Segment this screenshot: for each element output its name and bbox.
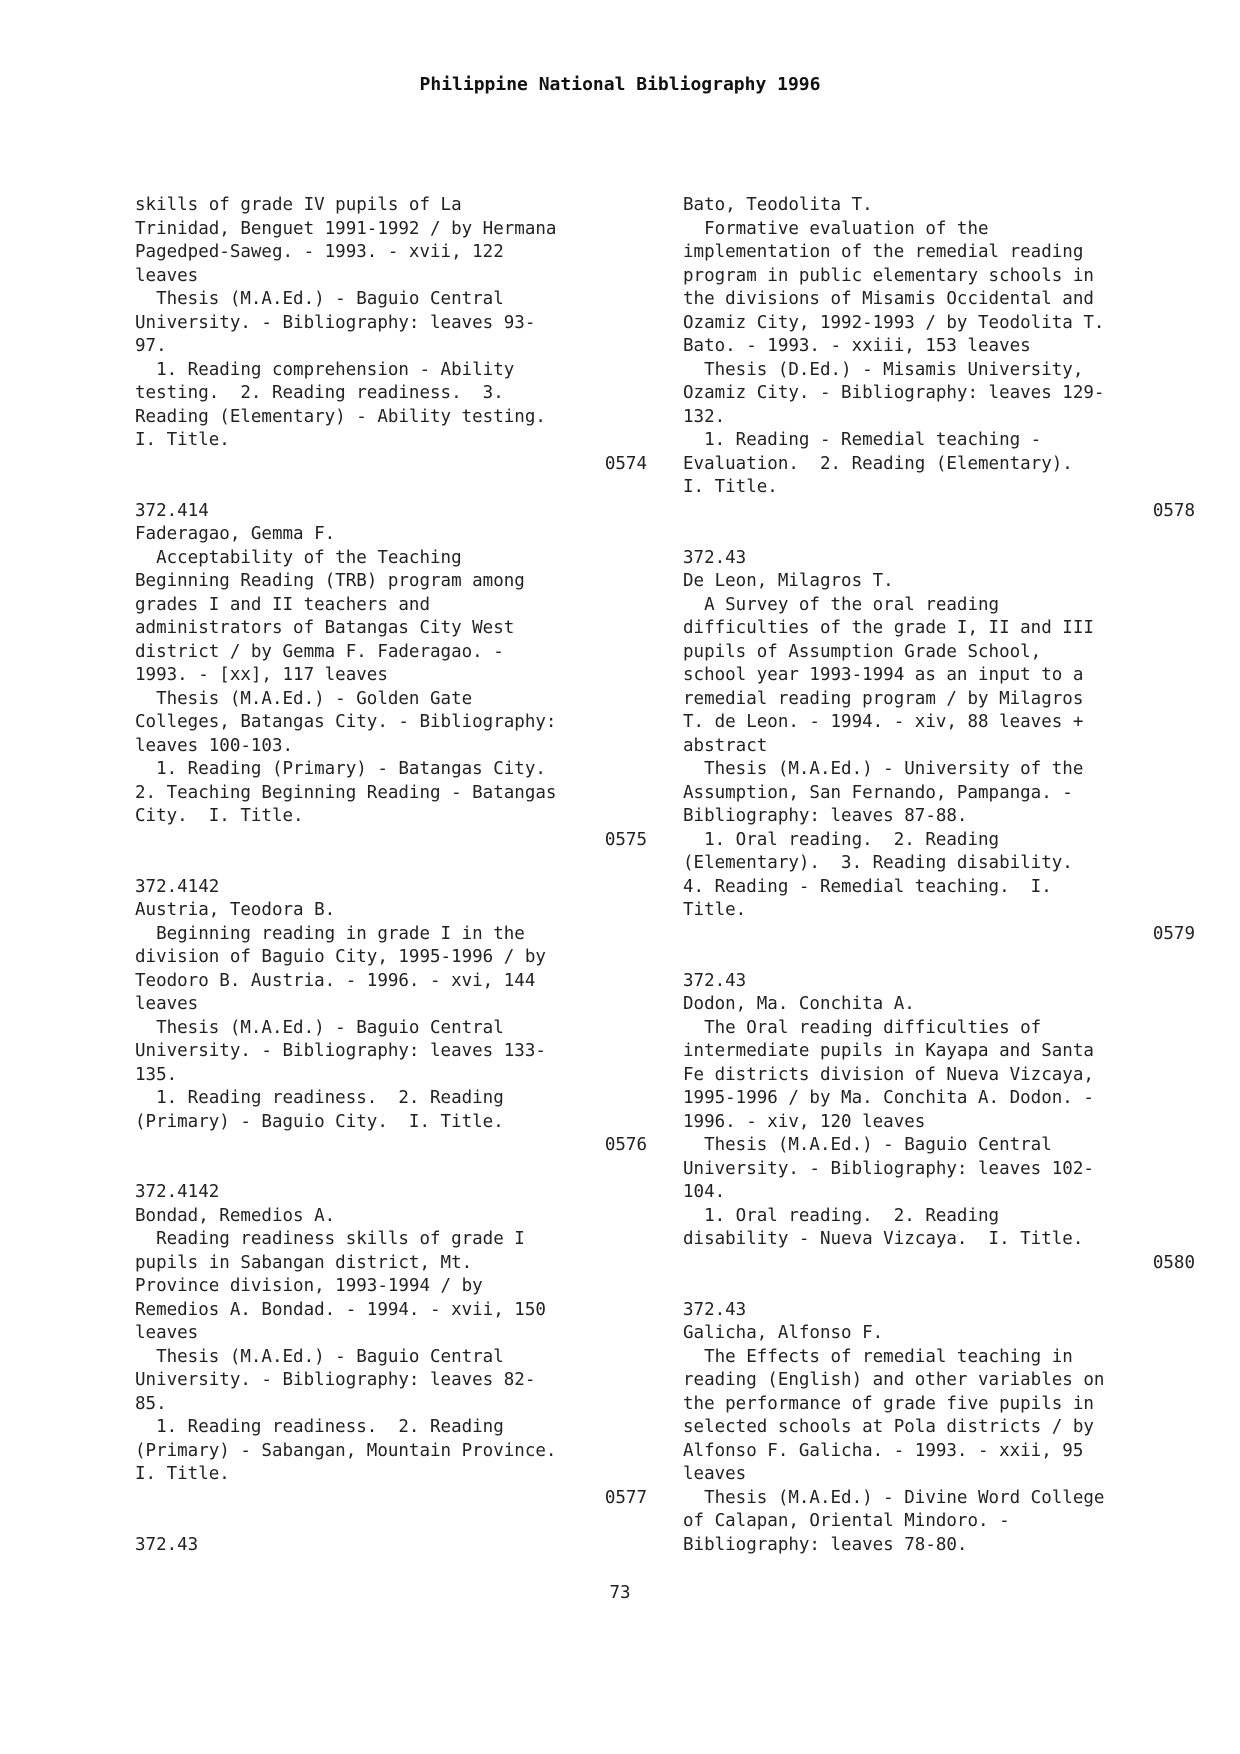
text-line: leaves	[683, 1464, 747, 1484]
text-line: I. Title.	[135, 1464, 230, 1484]
text-line: De Leon, Milagros T.	[683, 571, 894, 591]
text-line: University. - Bibliography: leaves 133-	[135, 1041, 546, 1061]
text-line: A Survey of the oral reading	[683, 594, 1000, 615]
text-line: 372.4142	[135, 876, 220, 897]
text-line: 1993. - [xx], 117 leaves	[135, 665, 388, 685]
text-line: The Effects of remedial teaching in	[683, 1346, 1073, 1367]
text-line: Trinidad, Benguet 1991-1992 / by Hermana	[135, 218, 557, 239]
text-line: Bibliography: leaves 87-88.	[683, 806, 968, 826]
entry-number: 0580	[1152, 1252, 1195, 1273]
text-line: Dodon, Ma. Conchita A.	[683, 994, 915, 1014]
text-line: testing. 2. Reading readiness. 3.	[135, 383, 504, 403]
text-line: Thesis (M.A.Ed.) - Baguio Central	[135, 1346, 504, 1367]
text-line: school year 1993-1994 as an input to a	[683, 665, 1084, 685]
text-line	[683, 523, 1195, 547]
text-line: 1. Reading comprehension - Ability	[135, 359, 515, 380]
text-line: leaves	[135, 1323, 199, 1343]
entry-number: 0579	[1152, 923, 1195, 944]
text-line: Thesis (D.Ed.) - Misamis University,	[683, 359, 1084, 380]
text-line: (Primary) - Sabangan, Mountain Province.	[135, 1440, 557, 1461]
text-line: 1. Reading readiness. 2. Reading	[135, 1417, 504, 1437]
text-line: grades I and II teachers and	[135, 594, 431, 615]
text-line: Bato, Teodolita T.	[683, 195, 873, 215]
text-line: 135.	[135, 1064, 178, 1085]
text-line: 372.43	[135, 1534, 199, 1555]
text-line: Evaluation. 2. Reading (Elementary).	[683, 453, 1073, 474]
text-line: district / by Gemma F. Faderagao. -	[135, 641, 504, 662]
text-line: Thesis (M.A.Ed.) - Golden Gate	[135, 688, 473, 709]
text-line: Remedios A. Bondad. - 1994. - xvii, 150	[135, 1299, 546, 1320]
text-line: Assumption, San Fernando, Pampanga. -	[683, 782, 1073, 803]
text-line	[135, 1158, 647, 1182]
text-line: Faderagao, Gemma F.	[135, 524, 336, 544]
text-line: administrators of Batangas City West	[135, 618, 515, 638]
text-line: 372.43	[683, 547, 747, 568]
text-line: division of Baguio City, 1995-1996 / by	[135, 947, 546, 967]
text-line: Alfonso F. Galicha. - 1993. - xxii, 95	[683, 1440, 1084, 1461]
text-line: 97.	[135, 336, 167, 356]
text-line: University. - Bibliography: leaves 102-	[683, 1158, 1094, 1179]
text-line	[135, 1510, 647, 1534]
text-line: Austria, Teodora B.	[135, 900, 336, 920]
text-line: 372.414	[135, 500, 209, 521]
text-line: Reading (Elementary) - Ability testing.	[135, 406, 546, 427]
text-line: (Primary) - Baguio City. I. Title.	[135, 1111, 504, 1132]
text-line: Thesis (M.A.Ed.) - Baguio Central	[135, 1017, 504, 1038]
text-line: Teodoro B. Austria. - 1996. - xvi, 144	[135, 970, 536, 991]
text-line	[135, 476, 647, 500]
text-line: 1995-1996 / by Ma. Conchita A. Dodon. -	[683, 1088, 1094, 1108]
text-line: 1996. - xiv, 120 leaves	[683, 1111, 926, 1132]
entry-number: 0578	[1152, 500, 1195, 521]
text-line: I. Title.	[135, 430, 230, 450]
text-line: Province division, 1993-1994 / by	[135, 1276, 483, 1296]
entry-number: 0576	[604, 1135, 647, 1155]
text-line: Thesis (M.A.Ed.) - University of the	[683, 759, 1084, 779]
entry-number: 0577	[604, 1487, 647, 1508]
text-line: I. Title.	[683, 477, 778, 497]
page-number: 73	[609, 1583, 631, 1603]
text-line: Reading readiness skills of grade I	[135, 1229, 525, 1249]
text-line: 104.	[683, 1182, 726, 1202]
text-line: Pagedped-Saweg. - 1993. - xvii, 122	[135, 242, 504, 262]
text-line: 1. Oral reading. 2. Reading	[683, 829, 1000, 850]
text-line: intermediate pupils in Kayapa and Santa	[683, 1041, 1094, 1061]
text-line: Beginning reading in grade I in the	[135, 923, 525, 944]
text-line: program in public elementary schools in	[683, 265, 1094, 286]
text-line: 372.43	[683, 1299, 747, 1320]
text-line: the divisions of Misamis Occidental and	[683, 289, 1094, 309]
text-line: University. - Bibliography: leaves 82-	[135, 1370, 536, 1390]
text-line: implementation of the remedial reading	[683, 242, 1084, 262]
text-line: 372.43	[683, 970, 747, 991]
text-line: The Oral reading difficulties of	[683, 1017, 1042, 1038]
entry-number: 0574	[604, 453, 647, 474]
text-line: difficulties of the grade I, II and III	[683, 618, 1094, 638]
text-line: abstract	[683, 735, 768, 756]
text-line: leaves	[135, 994, 199, 1014]
text-line: University. - Bibliography: leaves 93-	[135, 312, 536, 333]
text-line: Bibliography: leaves 78-80.	[683, 1534, 968, 1555]
text-line: 2. Teaching Beginning Reading - Batangas	[135, 782, 557, 803]
right-column	[683, 194, 1195, 1557]
text-line: Beginning Reading (TRB) program among	[135, 571, 525, 591]
text-line: T. de Leon. - 1994. - xiv, 88 leaves +	[683, 712, 1084, 732]
text-line: 1. Reading - Remedial teaching -	[683, 430, 1042, 450]
text-line: 1. Oral reading. 2. Reading	[683, 1205, 1000, 1226]
text-line: skills of grade IV pupils of La	[135, 195, 462, 215]
text-line: the performance of grade five pupils in	[683, 1393, 1094, 1414]
text-line: 372.4142	[135, 1182, 220, 1202]
page-title: Philippine National Bibliography 1996	[419, 74, 821, 95]
text-line: Fe districts division of Nueva Vizcaya,	[683, 1064, 1094, 1085]
text-line: disability - Nueva Vizcaya. I. Title.	[683, 1229, 1084, 1249]
text-line: Ozamiz City. - Bibliography: leaves 129-	[683, 383, 1105, 403]
text-line: Colleges, Batangas City. - Bibliography:	[135, 712, 557, 732]
text-line: 1. Reading readiness. 2. Reading	[135, 1088, 504, 1108]
text-line	[683, 946, 1195, 970]
text-line: Title.	[683, 900, 747, 920]
text-line: leaves	[135, 265, 199, 286]
text-line: pupils of Assumption Grade School,	[683, 641, 1042, 662]
text-line: (Elementary). 3. Reading disability.	[683, 853, 1073, 873]
text-line: reading (English) and other variables on	[683, 1370, 1105, 1390]
text-line: Thesis (M.A.Ed.) - Baguio Central	[135, 289, 504, 309]
text-line: selected schools at Pola districts / by	[683, 1417, 1094, 1437]
text-line: Thesis (M.A.Ed.) - Baguio Central	[683, 1135, 1052, 1155]
text-line	[135, 852, 647, 876]
text-line: 4. Reading - Remedial teaching. I.	[683, 876, 1052, 897]
text-line: 85.	[135, 1393, 167, 1414]
text-line: Formative evaluation of the	[683, 218, 989, 239]
text-line: Acceptability of the Teaching	[135, 547, 462, 568]
text-line: City. I. Title.	[135, 806, 304, 826]
text-line: Bato. - 1993. - xxiii, 153 leaves	[683, 336, 1031, 356]
left-column	[135, 194, 647, 1557]
text-line: Ozamiz City, 1992-1993 / by Teodolita T.	[683, 312, 1105, 333]
text-line: remedial reading program / by Milagros	[683, 688, 1084, 709]
text-line: of Calapan, Oriental Mindoro. -	[683, 1511, 1010, 1531]
text-line: Bondad, Remedios A.	[135, 1205, 336, 1226]
text-line: leaves 100-103.	[135, 735, 294, 756]
text-line: Galicha, Alfonso F.	[683, 1323, 884, 1343]
text-line: Thesis (M.A.Ed.) - Divine Word College	[683, 1487, 1105, 1508]
text-line	[683, 1275, 1195, 1299]
text-line: 132.	[683, 406, 726, 427]
text-line: 1. Reading (Primary) - Batangas City.	[135, 759, 546, 779]
entry-number: 0575	[604, 829, 647, 850]
text-line: pupils in Sabangan district, Mt.	[135, 1252, 473, 1273]
